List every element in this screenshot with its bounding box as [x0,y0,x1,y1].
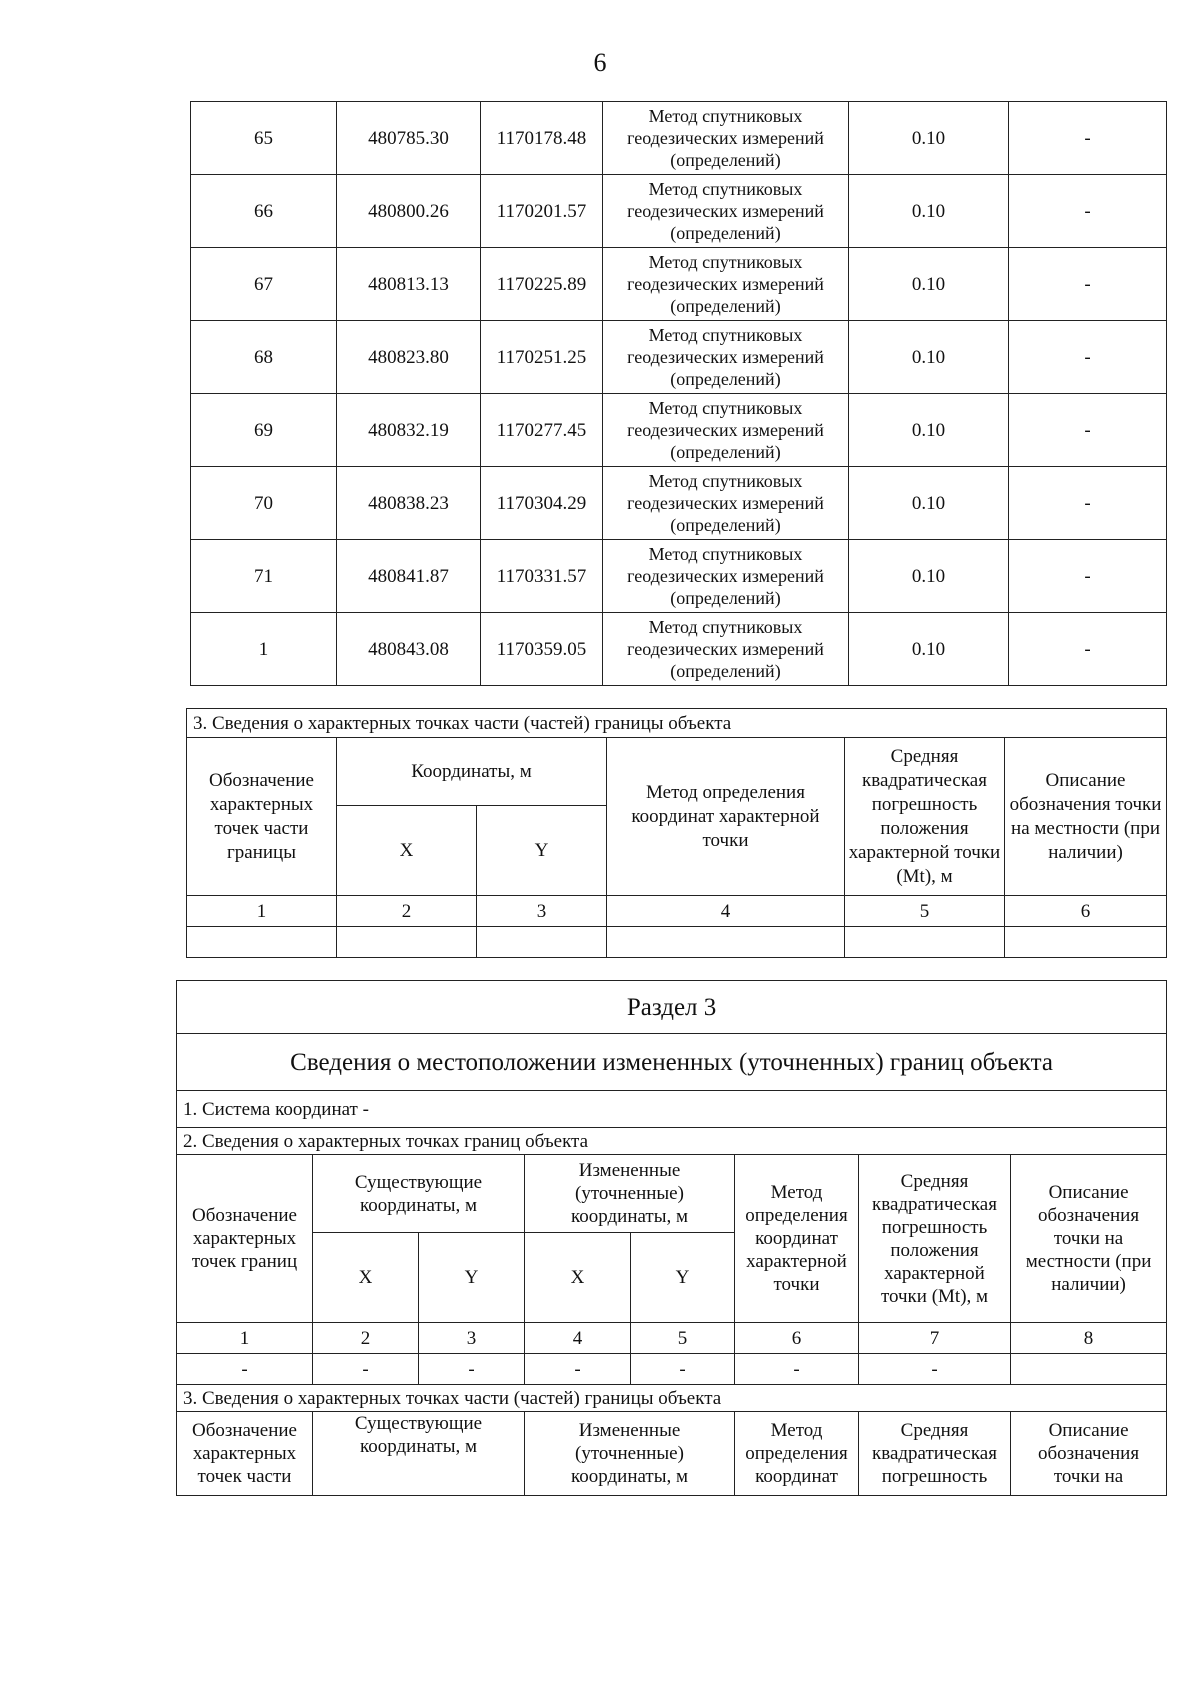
table-row [191,613,1167,686]
description: - [1009,613,1167,686]
method-line: Метод спутниковых [648,471,803,491]
method [603,467,849,540]
method-line: геодезических измерений [627,639,824,659]
y-coordinate: 1170359.05 [481,613,603,686]
header-description: Описание обозначения точки на [1011,1412,1167,1496]
part-points-title: 3. Сведения о характерных точках части (частей) границы объекта [177,1385,1167,1412]
description: - [1009,175,1167,248]
empty-cell [845,927,1005,958]
point-id: 71 [191,540,337,613]
column-number: 7 [859,1323,1011,1354]
mean-error: 0.10 [849,394,1009,467]
column-number: 2 [337,896,477,927]
dash-cell: - [419,1354,525,1385]
table-row [191,102,1167,175]
header-method: Метод определения координат характерной точки [735,1155,859,1323]
empty-cell [1005,927,1167,958]
header-designation: Обозначение характерных точек границ [177,1155,313,1323]
header-x: X [337,806,477,896]
point-id: 66 [191,175,337,248]
dash-cell: - [313,1354,419,1385]
table-row [191,175,1167,248]
point-id: 69 [191,394,337,467]
header-description: Описание обозначения точки на местности (при наличии) [1011,1155,1167,1323]
header-changed-coordinates: Измененные (уточненные) координаты, м [525,1412,735,1496]
section-3-table [176,980,1167,1496]
mean-error: 0.10 [849,613,1009,686]
method [603,248,849,321]
part-points-title: 3. Сведения о характерных точках части (частей) границы объекта [187,709,1167,738]
method-line: (определений) [670,369,781,389]
y-coordinate: 1170251.25 [481,321,603,394]
table-row [191,321,1167,394]
method [603,321,849,394]
method [603,613,849,686]
method [603,540,849,613]
method [603,394,849,467]
header-coordinates: Координаты, м [337,738,607,806]
description: - [1009,540,1167,613]
method-line: Метод спутниковых [648,617,803,637]
header-mean-error: Средняя квадратическая погрешность положения характерной точки (Mt), м [845,738,1005,896]
part-points-table [186,708,1167,958]
points-table [190,101,1167,686]
empty-cell [337,927,477,958]
method-line: (определений) [670,150,781,170]
method-line: геодезических измерений [627,347,824,367]
method-line: Метод спутниковых [648,544,803,564]
x-coordinate: 480838.23 [337,467,481,540]
mean-error: 0.10 [849,248,1009,321]
x-coordinate: 480832.19 [337,394,481,467]
x-coordinate: 480785.30 [337,102,481,175]
header-existing-coordinates: Существующие координаты, м [313,1155,525,1233]
method-line: (определений) [670,588,781,608]
empty-cell [477,927,607,958]
method-line: Метод спутниковых [648,252,803,272]
column-number: 1 [177,1323,313,1354]
column-number: 3 [419,1323,525,1354]
column-number: 2 [313,1323,419,1354]
y-coordinate: 1170201.57 [481,175,603,248]
method-line: (определений) [670,515,781,535]
header-designation: Обозначение характерных точек части [177,1412,313,1496]
method-line: (определений) [670,223,781,243]
y-coordinate: 1170178.48 [481,102,603,175]
table-row [191,394,1167,467]
column-number: 1 [187,896,337,927]
header-designation: Обозначение характерных точек части границы [187,738,337,896]
dash-cell: - [859,1354,1011,1385]
table-row [191,467,1167,540]
dash-cell: - [177,1354,313,1385]
method-line: Метод спутниковых [648,179,803,199]
x-coordinate: 480841.87 [337,540,481,613]
point-id: 1 [191,613,337,686]
column-number: 5 [631,1323,735,1354]
points-table-body [191,102,1167,686]
x-coordinate: 480800.26 [337,175,481,248]
mean-error: 0.10 [849,175,1009,248]
mean-error: 0.10 [849,467,1009,540]
empty-cell [607,927,845,958]
column-number: 5 [845,896,1005,927]
x-coordinate: 480843.08 [337,613,481,686]
point-id: 70 [191,467,337,540]
method [603,102,849,175]
method-line: геодезических измерений [627,420,824,440]
header-y: Y [477,806,607,896]
method-line: геодезических измерений [627,566,824,586]
method [603,175,849,248]
method-line: геодезических измерений [627,201,824,221]
method-line: Метод спутниковых [648,106,803,126]
description: - [1009,394,1167,467]
header-mean-error: Средняя квадратическая погрешность [859,1412,1011,1496]
header-method: Метод определения координат характерной точки [607,738,845,896]
header-x: X [313,1233,419,1323]
dash-cell: - [525,1354,631,1385]
header-x: X [525,1233,631,1323]
mean-error: 0.10 [849,540,1009,613]
page-number: 6 [593,48,607,77]
column-number: 4 [525,1323,631,1354]
point-id: 68 [191,321,337,394]
section-title: Раздел 3 [177,981,1167,1034]
header-y: Y [419,1233,525,1323]
header-mean-error: Средняя квадратическая погрешность положения характерной точки (Mt), м [859,1155,1011,1323]
method-line: (определений) [670,661,781,681]
header-y: Y [631,1233,735,1323]
header-existing-coordinates: Существующие координаты, м [313,1412,525,1496]
column-number: 6 [1005,896,1167,927]
mean-error: 0.10 [849,102,1009,175]
x-coordinate: 480813.13 [337,248,481,321]
empty-cell [1011,1354,1167,1385]
description: - [1009,102,1167,175]
description: - [1009,467,1167,540]
header-description: Описание обозначения точки на местности (при наличии) [1005,738,1167,896]
column-number: 4 [607,896,845,927]
dash-cell: - [735,1354,859,1385]
x-coordinate: 480823.80 [337,321,481,394]
dash-cell: - [631,1354,735,1385]
section-subtitle: Сведения о местоположении измененных (уточненных) границ объекта [177,1034,1167,1091]
point-id: 67 [191,248,337,321]
y-coordinate: 1170277.45 [481,394,603,467]
method-line: (определений) [670,296,781,316]
coordinate-system: 1. Система координат - [177,1091,1167,1128]
method-line: геодезических измерений [627,493,824,513]
description: - [1009,248,1167,321]
column-number: 8 [1011,1323,1167,1354]
method-line: Метод спутниковых [648,325,803,345]
boundary-points-title: 2. Сведения о характерных точках границ объекта [177,1128,1167,1155]
y-coordinate: 1170304.29 [481,467,603,540]
column-number: 3 [477,896,607,927]
method-line: геодезических измерений [627,274,824,294]
empty-cell [187,927,337,958]
description: - [1009,321,1167,394]
column-number: 6 [735,1323,859,1354]
header-method: Метод определения координат [735,1412,859,1496]
method-line: геодезических измерений [627,128,824,148]
point-id: 65 [191,102,337,175]
table-row [191,248,1167,321]
method-line: (определений) [670,442,781,462]
header-changed-coordinates: Измененные (уточненные) координаты, м [525,1155,735,1233]
y-coordinate: 1170225.89 [481,248,603,321]
y-coordinate: 1170331.57 [481,540,603,613]
method-line: Метод спутниковых [648,398,803,418]
mean-error: 0.10 [849,321,1009,394]
table-row [191,540,1167,613]
